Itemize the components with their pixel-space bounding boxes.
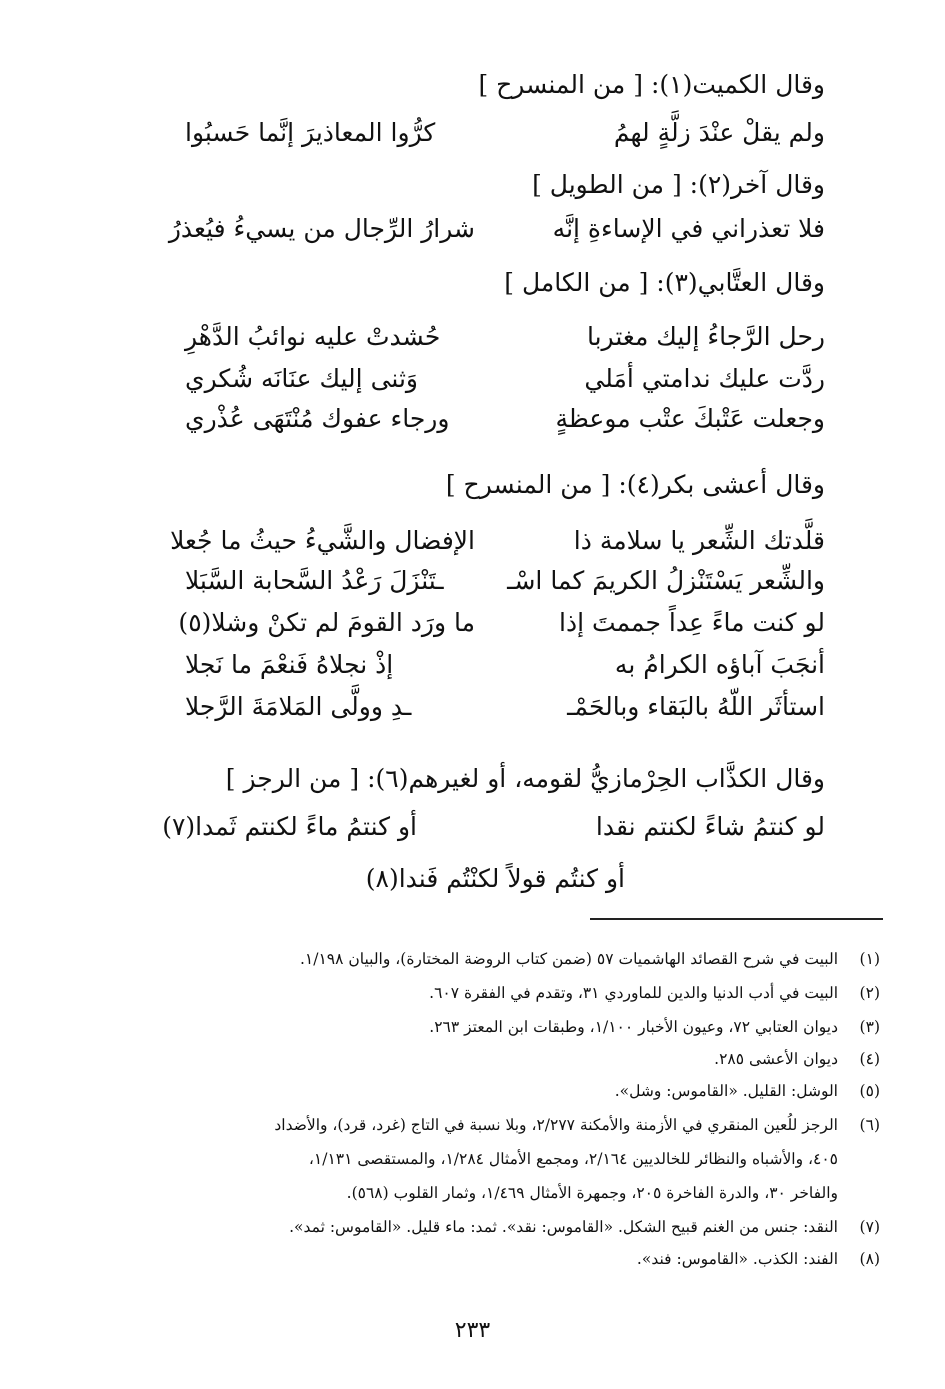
verse-hemistich-first: استأثَر اللّهُ بالبَقاء وبالحَمْـ xyxy=(567,692,825,721)
verse-hemistich-second: ورجاء عفوك مُنْتَهَى عُذْري xyxy=(185,404,450,433)
footnote-continuation: والفاخر ٣٠، والدرة الفاخرة ٢٠٥، وجمهرة الأمثال ١/٤٦٩، وثمار القلوب (٥٦٨). xyxy=(346,1184,838,1202)
verse-hemistich-second: أو كنتمُ ماءً لكنتم ثَمدا(٧) xyxy=(162,812,417,841)
verse-hemistich-second: ـدِ وولَّى المَلامَةَ الرَّجلا xyxy=(185,692,412,721)
verse-hemistich-first: ردَّت عليك ندامتي أمَلي xyxy=(584,364,825,393)
verse-hemistich-second: إذْ نجلاهُ فَنعْمَ ما نَجلا xyxy=(185,650,394,679)
verse-hemistich-second: حُشدتْ عليه نوائبُ الدَّهْرِ xyxy=(185,322,441,351)
verse-hemistich-first: قلَّدتك الشِّعر يا سلامة ذا xyxy=(573,526,825,555)
footnote xyxy=(274,1112,880,1138)
footnote xyxy=(300,946,880,972)
verse-hemistich-second: وَثنى إليك عنَانَه شُكري xyxy=(185,364,418,393)
footnote xyxy=(429,980,880,1006)
verse-hemistich-second: ما ورَد القومَ لم تكنْ وشلا(٥) xyxy=(178,608,475,637)
footnote-number: (٣) xyxy=(859,1018,880,1036)
verse-hemistich-first: رحل الرَّجاءُ إليك مغتربا xyxy=(586,322,825,351)
footnote-text: الرجز للُعين المنقري في الأزمنة والأمكنة ٢/٢٧٧، وبلا نسبة في التاج (غرد، قرد)، والأضداد xyxy=(274,1116,838,1134)
verse-hemistich-first: لو كنتمُ شاءً لكنتم نقدا xyxy=(595,812,825,841)
verse-hemistich-first: لو كنت ماءً عِداً جممتَ إذا xyxy=(559,608,825,637)
poem-intro-hirmazi: وقال الكذَّاب الحِرْمازيُّ لقومه، أو لغيرهم(٦): [ من الرجز ] xyxy=(225,764,825,793)
footnote-number: (٦) xyxy=(859,1116,880,1134)
footnote-text: البيت في شرح القصائد الهاشميات ٥٧ (ضمن كتاب الروضة المختارة)، والبيان ١/١٩٨. xyxy=(299,950,838,968)
footnote xyxy=(429,1014,880,1040)
verse-hemistich-second: الإفضال والشَّيءُ حيثُ ما جُعلا xyxy=(170,526,475,555)
footnote-number: (١) xyxy=(859,950,880,968)
footnote-separator xyxy=(590,918,883,920)
footnote-text: ديوان الأعشى ٢٨٥. xyxy=(714,1050,838,1068)
footnote-number: (٨) xyxy=(859,1250,880,1268)
verse-single-line: أو كنتُم قولاً لكنْتُم فَندا(٨) xyxy=(365,864,625,893)
verse-hemistich-first: ولم يقلْ عنْدَ زلَّةٍ لهمُ xyxy=(613,118,825,147)
verse-hemistich-second: ـتَنْزَلَ رَعْدُ السَّحابة السَّبَلا xyxy=(185,566,444,595)
verse-hemistich-first: وجعلت عَتْبكَ عتْب موعظةٍ xyxy=(555,404,825,433)
poem-intro-akhar: وقال آخر(٢): [ من الطويل ] xyxy=(532,170,825,199)
footnote xyxy=(615,1078,880,1104)
footnote xyxy=(289,1214,880,1240)
poem-intro-kumayt: وقال الكميت(١): [ من المنسرح ] xyxy=(478,70,825,99)
verse-hemistich-second: كرُّوا المعاذيرَ إنَّما حَسبُوا xyxy=(185,118,436,147)
footnote-number: (٢) xyxy=(859,984,880,1002)
footnote xyxy=(637,1246,880,1272)
footnote-text: الوشل: القليل. «القاموس: وشل». xyxy=(614,1082,838,1100)
poem-intro-asha: وقال أعشى بكر(٤): [ من المنسرح ] xyxy=(445,470,825,499)
footnote-continuation: ٤٠٥، والأشباه والنظائر للخالديين ٢/١٦٤، ومجمع الأمثال ١/٢٨٤، والمستقصى ١/١٣١، xyxy=(308,1150,838,1168)
footnote-text: النقد: جنس من الغنم قبيح الشكل. «القاموس: نقد». ثمد: ماء قليل. «القاموس: ثمد». xyxy=(289,1218,838,1236)
footnote-text: الفند: الكذب. «القاموس: فند». xyxy=(636,1250,838,1268)
verse-hemistich-first: والشِّعر يَسْتَنْزلُ الكريمَ كما اسْـ xyxy=(507,566,825,595)
footnote xyxy=(714,1046,880,1072)
verse-hemistich-first: فلا تعذراني في الإساءةِ إنَّه xyxy=(552,214,825,243)
footnote-text: ديوان العتابي ٧٢، وعيون الأخبار ١/١٠٠، وطبقات ابن المعتز ٢٦٣. xyxy=(429,1018,838,1036)
footnote-number: (٧) xyxy=(859,1218,880,1236)
page-number: ٢٣٣ xyxy=(454,1318,491,1343)
footnote-text: البيت في أدب الدنيا والدين للماوردي ٣١، وتقدم في الفقرة ٦٠٧. xyxy=(429,984,838,1002)
poem-intro-attabi: وقال العتَّابي(٣): [ من الكامل ] xyxy=(504,268,825,297)
footnote-number: (٥) xyxy=(859,1082,880,1100)
verse-hemistich-first: أنجَبَ آباؤه الكرامُ به xyxy=(614,650,825,679)
verse-hemistich-second: شرارُ الرِّجال من يسيءُ فيُعذرُ xyxy=(168,214,475,243)
footnote-number: (٤) xyxy=(859,1050,880,1068)
